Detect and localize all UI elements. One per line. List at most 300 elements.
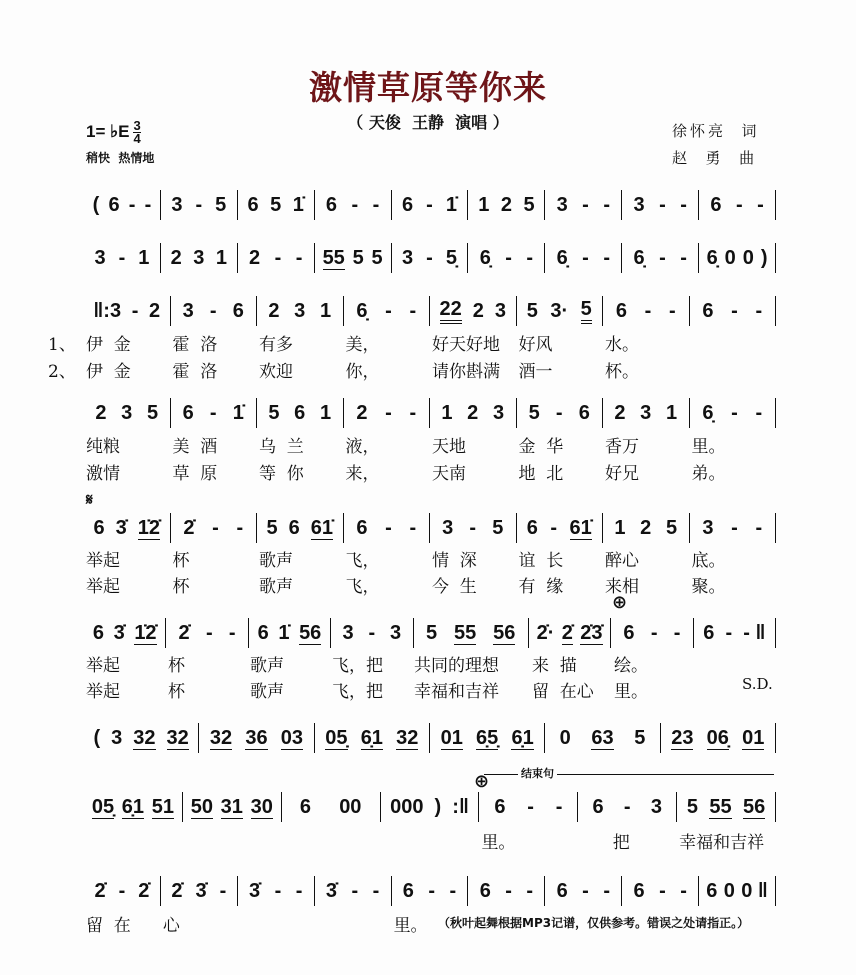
- lyric: 留 在: [86, 916, 131, 936]
- note: 3: [702, 517, 714, 539]
- measure: [545, 876, 622, 906]
- note: -: [603, 880, 610, 902]
- lyricist: 徐怀亮 词: [672, 122, 760, 140]
- note: 31: [220, 795, 243, 818]
- measure: [611, 618, 693, 648]
- lyric: 草 原: [172, 464, 218, 484]
- note: 56: [299, 621, 322, 644]
- lyric: 液，: [345, 437, 380, 457]
- measure: [517, 513, 604, 543]
- measure: [468, 876, 545, 906]
- note: -: [526, 247, 534, 269]
- note: 5: [686, 796, 698, 818]
- note: 2̇: [138, 880, 150, 902]
- lyric: 幸福和吉祥: [679, 833, 765, 853]
- staff-line: [84, 190, 776, 220]
- note: 2̇: [183, 517, 195, 539]
- note: 3̇: [195, 880, 207, 902]
- note: -: [426, 247, 433, 269]
- note: 2: [268, 300, 280, 322]
- sd-marking: S.D.: [742, 675, 773, 693]
- note: -: [372, 194, 380, 216]
- lyric: 歌声: [250, 682, 284, 702]
- measure: [603, 513, 690, 543]
- note: 1: [614, 517, 626, 539]
- note: 3: [402, 247, 414, 269]
- measure: [344, 513, 431, 543]
- note: 5: [371, 247, 383, 269]
- note: 6: [257, 622, 269, 644]
- note: 51: [151, 795, 174, 818]
- note: -: [351, 880, 359, 902]
- note: 6: [706, 880, 718, 902]
- note: 5: [666, 517, 678, 539]
- lyric: 留 在心: [532, 682, 594, 702]
- note: 3: [182, 300, 194, 322]
- lyric: [468, 911, 545, 935]
- note: -: [385, 517, 392, 539]
- note: 6: [402, 880, 414, 902]
- measure: [430, 398, 517, 428]
- measure: [249, 618, 331, 648]
- lyric: 金 华: [518, 437, 564, 457]
- note: -: [582, 247, 589, 269]
- measure: [199, 723, 314, 753]
- note: 1: [478, 194, 490, 216]
- lyric: 杯: [168, 682, 185, 702]
- note: 5: [634, 727, 646, 749]
- note: 55: [322, 246, 345, 269]
- note: 5: [215, 194, 227, 216]
- note: 3̇: [249, 880, 261, 902]
- staff-line: [84, 792, 776, 822]
- note: -: [526, 880, 534, 902]
- note: -: [428, 880, 436, 902]
- lyric: 来，: [345, 464, 380, 484]
- note: 6̣: [633, 247, 645, 269]
- measure: [529, 618, 611, 648]
- measure: [430, 296, 517, 326]
- lyric: 里。: [691, 437, 726, 457]
- time-bottom: 4: [133, 131, 141, 146]
- note: 2̇: [561, 621, 573, 644]
- note: 61̇: [569, 516, 592, 539]
- note: 63: [591, 726, 614, 749]
- measure: [344, 398, 431, 428]
- measure: [315, 723, 430, 753]
- note: 6: [325, 194, 338, 216]
- measure: [315, 876, 392, 906]
- staff-line: [84, 618, 776, 648]
- note: -: [731, 300, 738, 322]
- lyric: 杯: [172, 577, 190, 597]
- note: 56: [743, 795, 766, 818]
- note: 6: [182, 402, 194, 424]
- note: 1: [441, 402, 453, 424]
- note: -: [368, 622, 376, 644]
- note: 0 ‖: [741, 880, 768, 902]
- measure: [468, 190, 545, 220]
- lyric: 歌声: [259, 577, 293, 597]
- note: 6̣1: [360, 726, 383, 749]
- lyric: 弟。: [691, 464, 726, 484]
- measure: [84, 618, 166, 648]
- note: 3: [94, 247, 106, 269]
- measure: [690, 398, 777, 428]
- lyric: [690, 330, 777, 354]
- measure: [517, 296, 604, 326]
- measure: [699, 190, 776, 220]
- note: -: [659, 880, 666, 902]
- note: -: [274, 880, 282, 902]
- time-signature: [133, 120, 140, 145]
- lyric: 欢迎: [259, 362, 293, 382]
- coda-icon: ⊕: [612, 592, 628, 613]
- measure: [183, 792, 282, 822]
- lyric: 情 深: [432, 551, 477, 571]
- staff-line: [84, 876, 776, 906]
- note: -: [426, 194, 433, 216]
- note: ): [760, 247, 768, 269]
- lyric: 飞，把: [332, 656, 383, 676]
- note: 1: [320, 402, 332, 424]
- measure: [331, 618, 413, 648]
- note: 56: [493, 621, 516, 644]
- note: 36: [245, 726, 268, 749]
- measure: [381, 792, 480, 822]
- staff-line: [84, 513, 776, 543]
- lyric: 飞，把: [332, 682, 383, 702]
- note: 3: [111, 727, 123, 749]
- lyric: 来 描: [532, 656, 577, 676]
- note: -: [505, 247, 512, 269]
- transcriber-note: （秋叶起舞根据MP3记谱，仅供参考。错误之处请指正。）: [438, 916, 750, 930]
- note: 6: [92, 622, 104, 644]
- note: -: [755, 300, 763, 322]
- lyric: 里。: [481, 833, 516, 853]
- note: 5: [492, 517, 504, 539]
- note: 1̇: [445, 194, 457, 216]
- note: -: [757, 194, 764, 216]
- note: -: [118, 247, 126, 269]
- note: 6̣: [706, 247, 718, 269]
- measure: [238, 876, 315, 906]
- note: 2̇: [94, 880, 106, 902]
- measure: [282, 792, 381, 822]
- note: -: [582, 194, 589, 216]
- measure: [161, 876, 238, 906]
- lyric: [699, 911, 776, 935]
- note: -: [385, 402, 392, 424]
- lyric: [315, 911, 392, 935]
- note: 3: [494, 300, 506, 322]
- lyric: 来相: [605, 577, 639, 597]
- lyric: 杯。: [605, 362, 639, 382]
- measure: [603, 296, 690, 326]
- lyric: [622, 911, 699, 935]
- lyric: 乌 兰: [259, 437, 304, 457]
- note: 2̇: [178, 622, 190, 644]
- note: 5: [523, 194, 535, 216]
- lyric: 举起: [86, 656, 120, 676]
- note: 1: [666, 402, 678, 424]
- measure: [690, 513, 777, 543]
- note: -: [118, 880, 126, 902]
- lyric-line: [84, 572, 776, 596]
- note: -: [680, 880, 687, 902]
- measure: [238, 243, 315, 273]
- note: 6: [633, 880, 645, 902]
- lyric-line: [84, 911, 776, 935]
- note: 3: [342, 622, 354, 644]
- note: -: [755, 402, 763, 424]
- note: -: [209, 402, 217, 424]
- lyric: 酒一: [518, 362, 553, 382]
- note: ‖:3: [93, 300, 122, 322]
- measure: [392, 243, 469, 273]
- note: - ‖: [743, 622, 766, 644]
- lyric-line: [48, 357, 776, 382]
- note: 3·: [550, 300, 569, 322]
- tempo-marking: 稍快 热情地: [86, 151, 155, 165]
- measure: [257, 398, 344, 428]
- note: 5: [528, 402, 540, 424]
- measure: [661, 723, 776, 753]
- note: 6: [710, 194, 722, 216]
- lyric: [238, 911, 315, 935]
- lyric: 好兄: [605, 464, 639, 484]
- measure: [622, 190, 699, 220]
- song-title: 激情草原等你来: [309, 68, 547, 107]
- note: 32: [133, 726, 156, 749]
- note: -: [144, 194, 152, 216]
- lyric: 等 你: [259, 464, 304, 484]
- measure: [171, 296, 258, 326]
- note: 3: [389, 622, 402, 644]
- note: 1̇: [232, 402, 244, 424]
- note: -: [550, 517, 558, 539]
- staff-line: [84, 243, 776, 273]
- note: 2: [467, 402, 479, 424]
- measure: [166, 618, 248, 648]
- lyric-line: [48, 330, 776, 355]
- measure: [430, 723, 545, 753]
- lyric: 谊 长: [518, 551, 564, 571]
- note: (: [92, 194, 100, 216]
- lyric: 歌声: [259, 551, 293, 571]
- note: 2: [500, 194, 512, 216]
- measure: [677, 792, 776, 822]
- note: 0: [559, 727, 571, 749]
- note: ): [434, 796, 442, 818]
- note: 5: [266, 517, 278, 539]
- staff-line: [84, 723, 776, 753]
- lyric: 举起: [86, 551, 120, 571]
- note: 5: [526, 300, 538, 322]
- note: 6: [556, 880, 568, 902]
- note: 2̇3̇: [580, 621, 603, 644]
- note: 6̣: [356, 300, 368, 322]
- lyric: 美 酒: [172, 437, 218, 457]
- note: 6: [108, 194, 120, 216]
- composer: 赵 勇 曲: [672, 149, 758, 167]
- note: 55: [709, 795, 732, 818]
- measure: [694, 618, 776, 648]
- coda-icon: ⊕: [474, 771, 490, 792]
- note: -: [385, 300, 392, 322]
- lyric: [694, 651, 776, 675]
- lyric: 杯: [172, 551, 190, 571]
- note: 1: [215, 247, 228, 269]
- lyric: 香万: [605, 437, 639, 457]
- note: -: [228, 622, 236, 644]
- verse-number: 2、: [48, 362, 76, 382]
- measure: [392, 190, 469, 220]
- note: 2: [249, 247, 261, 269]
- note: -: [623, 796, 631, 818]
- note: 6: [288, 517, 300, 539]
- note: 61̇: [310, 516, 333, 539]
- lyric: 好风: [518, 335, 553, 355]
- lyric: 把: [580, 833, 630, 853]
- lyric: 举起: [86, 682, 120, 702]
- lyric: 好天好地: [432, 335, 500, 355]
- note: (: [93, 727, 101, 749]
- measure: [545, 190, 622, 220]
- measure: [171, 398, 258, 428]
- lyric: 里。: [614, 682, 648, 702]
- note: 5: [147, 402, 159, 424]
- note: 3̇: [115, 517, 127, 539]
- note: 6: [356, 517, 368, 539]
- lyric: [381, 828, 480, 852]
- note: 32: [209, 726, 233, 749]
- measure: [315, 190, 392, 220]
- lyric: 醉心: [605, 551, 639, 571]
- note: -: [372, 880, 380, 902]
- note: -: [409, 300, 417, 322]
- lyric: 请你斟满: [432, 362, 500, 382]
- measure: [603, 398, 690, 428]
- note: 3: [493, 402, 505, 424]
- note: 1̇2̇: [134, 621, 157, 644]
- measure: [84, 513, 171, 543]
- lyric-line: [84, 432, 776, 456]
- note: 01: [440, 726, 463, 749]
- note: 3: [193, 247, 205, 269]
- note: 6: [702, 300, 714, 322]
- coda-label: 结束句: [518, 765, 557, 781]
- note: 6: [402, 194, 414, 216]
- note: 5̣: [445, 247, 457, 269]
- note: -: [351, 194, 359, 216]
- measure: [517, 398, 604, 428]
- lyric: 里。: [393, 916, 428, 936]
- note: -: [680, 194, 687, 216]
- note: 3: [556, 194, 568, 216]
- note: 55: [454, 621, 477, 644]
- measure: [622, 243, 699, 273]
- note: -: [650, 622, 658, 644]
- lyric: 举起: [86, 577, 120, 597]
- note: 50: [190, 795, 213, 818]
- note: 32: [396, 726, 419, 749]
- lyric: 心: [162, 916, 180, 936]
- note: 6̣: [479, 247, 491, 269]
- lyric: 霍 洛: [172, 362, 218, 382]
- measure: [257, 513, 344, 543]
- lyric-line: [84, 546, 776, 570]
- note: -: [449, 880, 457, 902]
- note: 3: [640, 402, 652, 424]
- note: 6̣: [702, 402, 714, 424]
- lyric: [183, 828, 282, 852]
- note: 6: [592, 796, 604, 818]
- measure: [699, 876, 776, 906]
- measure: [84, 398, 171, 428]
- measure: [84, 296, 171, 326]
- measure: [257, 296, 344, 326]
- lyric: 伊 金: [86, 362, 131, 382]
- note: 32: [166, 726, 189, 749]
- note: 0: [724, 247, 736, 269]
- measure: [84, 876, 161, 906]
- measure: [392, 876, 469, 906]
- note: -: [603, 247, 610, 269]
- lyric: [694, 677, 776, 701]
- note: 6̣: [556, 247, 568, 269]
- note: 3: [121, 402, 133, 424]
- note: 3: [171, 194, 183, 216]
- lyric: 共同的理想: [414, 656, 499, 676]
- note: 5: [581, 298, 592, 324]
- measure: [84, 723, 199, 753]
- note: 2: [640, 517, 652, 539]
- note: -: [131, 300, 139, 322]
- lyric-line: [84, 828, 776, 852]
- lyric: 有多: [259, 335, 293, 355]
- note: 2: [149, 300, 161, 322]
- measure: [414, 618, 529, 648]
- lyric: 幸福和吉祥: [414, 682, 499, 702]
- lyric: [282, 828, 381, 852]
- note: 2: [356, 402, 368, 424]
- note: 6: [247, 194, 259, 216]
- note: -: [295, 247, 303, 269]
- note: 5: [268, 402, 280, 424]
- lyric: 霍 洛: [172, 335, 218, 355]
- measure: [622, 876, 699, 906]
- lyric-line: [84, 651, 776, 675]
- staff-line: [84, 398, 776, 428]
- note: 6: [232, 300, 244, 322]
- note: 6: [93, 517, 105, 539]
- segno-icon: 𝄋: [86, 490, 93, 509]
- note: 3̇: [325, 880, 338, 902]
- note: -: [659, 247, 666, 269]
- note: -: [409, 402, 417, 424]
- note: -: [212, 517, 219, 539]
- performers: （ 天俊 王静 演唱 ）: [347, 113, 509, 132]
- note: 1̇2̇: [137, 516, 160, 539]
- note: 000: [390, 796, 424, 818]
- note: 2̇: [171, 880, 183, 902]
- note: -: [603, 194, 610, 216]
- lyric: [545, 911, 622, 935]
- lyric-line: [84, 677, 776, 701]
- note: 0: [723, 880, 735, 902]
- lyric: 飞，: [345, 551, 380, 571]
